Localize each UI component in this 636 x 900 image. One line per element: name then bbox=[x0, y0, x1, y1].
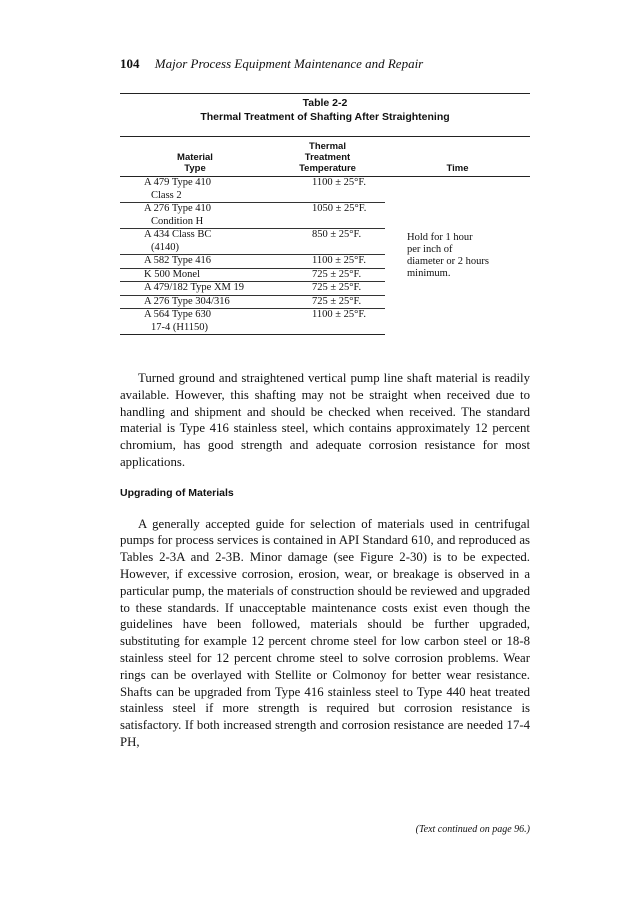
column-header-temperature: Thermal Treatment Temperature bbox=[299, 141, 356, 174]
temperature-cell: 725 ± 25°F. bbox=[270, 295, 385, 309]
running-header bbox=[120, 56, 423, 72]
material-cell: K 500 Monel bbox=[120, 268, 270, 282]
table-header-row bbox=[120, 137, 530, 177]
material-cell: A 564 Type 630 17-4 (H1150) bbox=[120, 309, 270, 335]
material-cell: A 276 Type 410 Condition H bbox=[120, 203, 270, 229]
table-grid bbox=[120, 137, 530, 335]
time-note-cell: Hold for 1 hour per inch of diameter or 2 hours minimum. bbox=[407, 231, 489, 279]
column-header-time: Time bbox=[446, 163, 469, 174]
subheading-upgrading: Upgrading of Materials bbox=[120, 486, 234, 499]
paragraph-shaft-material: Turned ground and straightened vertical pump line shaft material is readily available. However, this shafting may not be straight when received due to handling and shipment and should be checked when received. The standard material is Type 416 stainless steel, which contains approximately 12 percent chromium, has good strength and adequate corrosion resistance for most applications. bbox=[120, 371, 530, 469]
table-number: Table 2-2 bbox=[302, 97, 348, 109]
paragraph-upgrading: A generally accepted guide for selection of materials used in centrifugal pumps for process services is contained in API Standard 610, and reproduced as Tables 2-3A and 2-3B. Minor damage (see Figure 2-30) is to be expected. However, if excessive corrosion, erosion, wear, or breakage is observed in a particular pump, the materials of construction should be reviewed and upgraded to these standards. If unacceptable maintenance costs exist even though the guidelines have been followed, materials should be further upgraded, substituting for example 12 percent chrome steel for low carbon steel or 18-8 stainless steel for 12 percent chrome steel to solve corrosion problems. Wear rings can be overlayed with Stellite or Colmonoy for better wear resistance. Shafts can be upgraded from Type 416 stainless steel to Type 440 heat treated stainless steel if more strength is required but corrosion resistance is satisfactory. If both increased strength and corrosion resistance are needed 17-4 PH, bbox=[120, 516, 530, 749]
page-number: 104 bbox=[120, 56, 140, 71]
table-row bbox=[120, 177, 530, 203]
material-cell: A 479/182 Type XM 19 bbox=[120, 282, 270, 296]
temperature-cell: 1100 ± 25°F. bbox=[270, 309, 385, 335]
column-header-material: Material Type bbox=[177, 152, 213, 174]
material-cell: A 479 Type 410 Class 2 bbox=[120, 177, 270, 203]
body-text bbox=[120, 370, 530, 751]
temperature-cell: 850 ± 25°F. bbox=[270, 229, 385, 255]
temperature-cell: 725 ± 25°F. bbox=[270, 268, 385, 282]
temperature-cell: 725 ± 25°F. bbox=[270, 282, 385, 296]
running-title: Major Process Equipment Maintenance and Repair bbox=[154, 56, 424, 71]
continued-note: (Text continued on page 96.) bbox=[415, 824, 530, 835]
table-top-rule bbox=[120, 93, 530, 94]
material-cell: A 434 Class BC (4140) bbox=[120, 229, 270, 255]
material-cell: A 582 Type 416 bbox=[120, 255, 270, 269]
material-cell: A 276 Type 304/316 bbox=[120, 295, 270, 309]
temperature-cell: 1100 ± 25°F. bbox=[270, 255, 385, 269]
temperature-cell: 1100 ± 25°F. bbox=[270, 177, 385, 203]
table-title: Thermal Treatment of Shafting After Straightening bbox=[200, 111, 450, 123]
temperature-cell: 1050 ± 25°F. bbox=[270, 203, 385, 229]
table-2-2 bbox=[120, 93, 530, 335]
